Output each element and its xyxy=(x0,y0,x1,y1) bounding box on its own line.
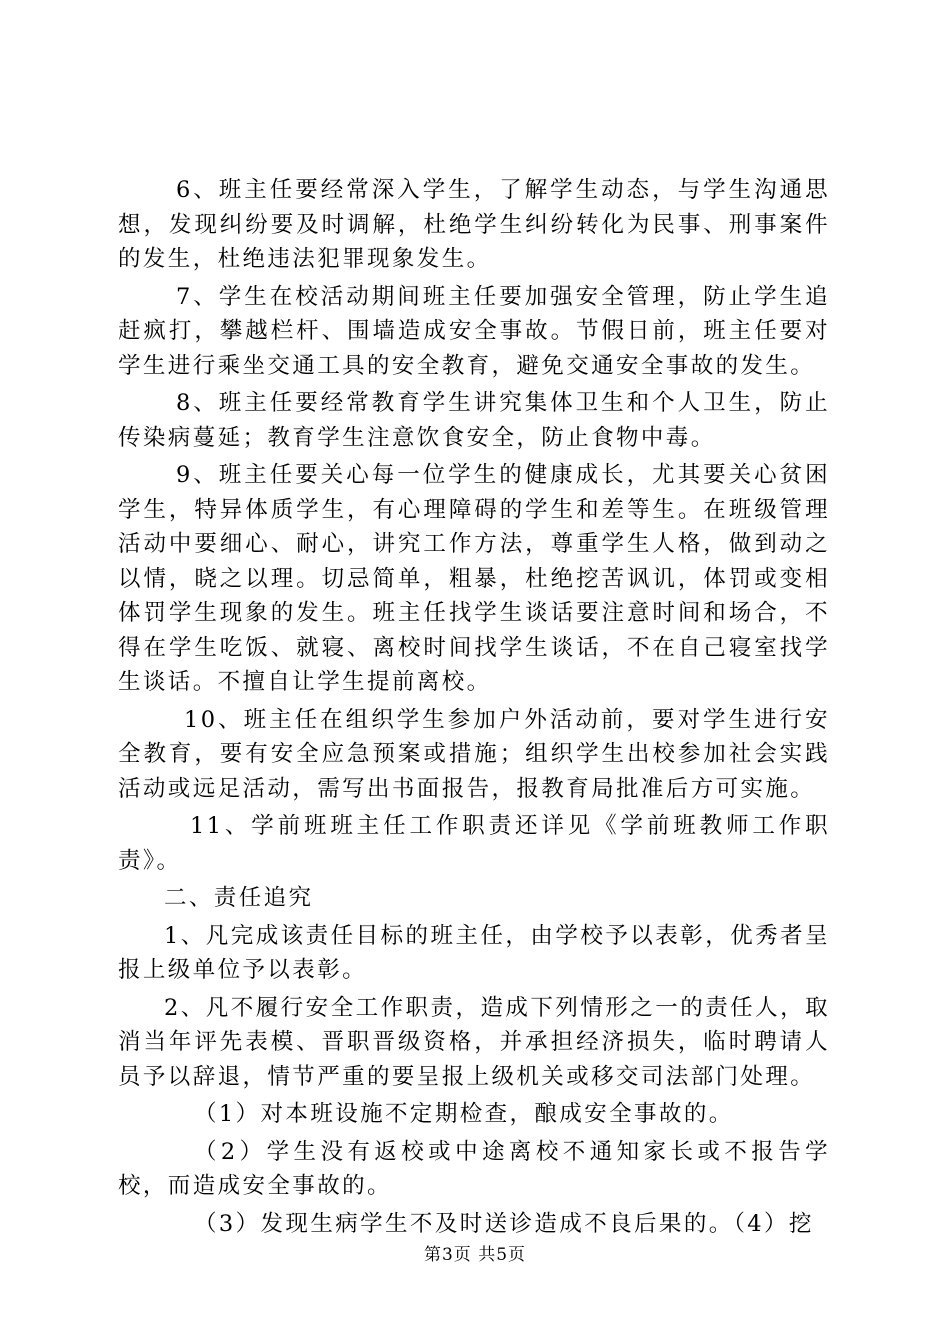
page-number-footer: 第3页 共5页 xyxy=(423,1245,527,1265)
paragraph-item-8: 8、班主任要经常教育学生讲究集体卫生和个人卫生，防止传染病蔓延；教育学生注意饮食安全，防止食物中毒。 xyxy=(118,390,830,451)
paragraph-accountability-1: 1、凡完成该责任目标的班主任，由学校予以表彰，优秀者呈报上级单位予以表彰。 xyxy=(118,922,830,983)
paragraph-item-9: 9、班主任要关心每一位学生的健康成长，尤其要关心贫困学生，特异体质学生，有心理障碍的学生和差等生。在班级管理活动中要细心、耐心，讲究工作方法，尊重学生人格，做到动之以情，晓之以理。切忌简单，粗暴，杜绝挖苦讽讥，体罚或变相体罚学生现象的发生。班主任找学生谈话要注意时间和场合，不得在学生吃饭、就寝、离校时间找学生谈话，不在自己寝室找学生谈话。不擅自让学生提前离校。 xyxy=(118,462,830,695)
paragraph-item-10: 10、班主任在组织学生参加户外活动前，要对学生进行安全教育，要有安全应急预案或措施；组织学生出校参加社会实践活动或远足活动，需写出书面报告，报教育局批准后方可实施。 xyxy=(118,706,830,802)
document-body xyxy=(118,173,830,1244)
paragraph-accountability-2: 2、凡不履行安全工作职责，造成下列情形之一的责任人，取消当年评先表模、晋职晋级资格，并承担经济损失，临时聘请人员予以辞退，情节严重的要呈报上级机关或移交司法部门处理。 xyxy=(118,994,830,1090)
paragraph-item-11: 11、学前班班主任工作职责还详见《学前班教师工作职责》。 xyxy=(118,813,830,874)
section-heading-accountability: 二、责任追究 xyxy=(164,885,314,911)
paragraph-item-6: 6、班主任要经常深入学生，了解学生动态，与学生沟通思想，发现纠纷要及时调解，杜绝学生纠纷转化为民事、刑事案件的发生，杜绝违法犯罪现象发生。 xyxy=(118,177,830,272)
paragraph-case-3: （3）发现生病学生不及时送诊造成不良后果的。（4）挖 xyxy=(194,1210,814,1237)
paragraph-item-7: 7、学生在校活动期间班主任要加强安全管理，防止学生追赶疯打，攀越栏杆、围墙造成安全事故。节假日前，班主任要对学生进行乘坐交通工具的安全教育，避免交通安全事故的发生。 xyxy=(118,283,830,379)
paragraph-case-2: （2）学生没有返校或中途离校不通知家长或不报告学校，而造成安全事故的。 xyxy=(118,1138,830,1199)
paragraph-case-1: （1）对本班设施不定期检查，酿成安全事故的。 xyxy=(194,1101,734,1127)
